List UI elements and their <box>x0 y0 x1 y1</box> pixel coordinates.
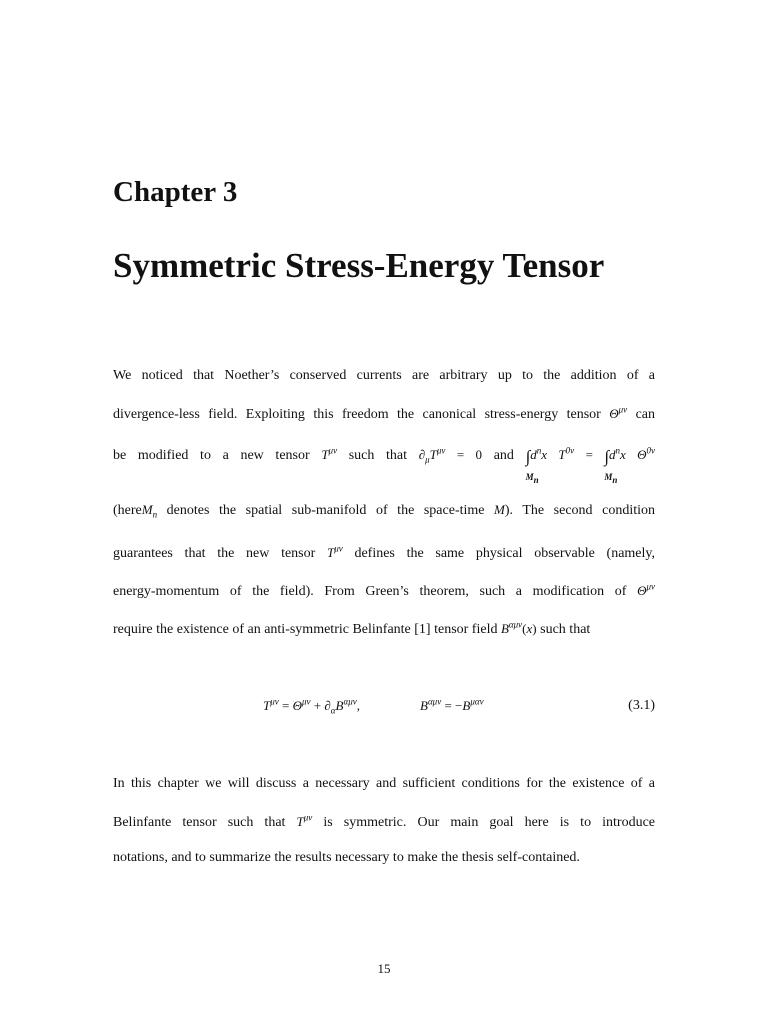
text-span: divergence-less field. Exploiting this freedom the canonical stress-energy tensor <box>113 407 601 422</box>
math-integral-condition: ∫ $M_n$ $d^nx$ $T^{0\nu}$ = ∫ $M_n$ $d^nx$ $\Theta^{0\nu}$ <box>525 445 656 485</box>
math-t-mu-nu: $T^{\mu\nu}$ <box>327 543 343 560</box>
math-divergence-condition: $\partial_\mu T^{\mu\nu} = 0$ <box>418 445 483 465</box>
math-t-mu-nu: $T^{\mu\nu}$ <box>321 445 338 462</box>
page-number: 15 <box>377 961 391 976</box>
text-span: such that <box>348 448 408 463</box>
text-span: require the existence of an anti-symmetric Belinfante [1] tensor field <box>113 622 498 637</box>
text-span: energy-momentum of the field). From Green’s theorem, such a modification of <box>113 584 627 599</box>
chapter-title: Symmetric Stress-Energy Tensor <box>113 246 605 285</box>
math-theta-mu-nu: $\Theta^{\mu\nu}$ <box>609 404 628 421</box>
equation-number: (3.1) <box>628 698 655 713</box>
text-line <box>113 405 655 424</box>
text-line <box>113 501 655 520</box>
math-t-mu-nu: $T^{\mu\nu}$ <box>296 812 313 829</box>
text-line: We noticed that Noether’s conserved currents are arbitrary up to the addition of a <box>113 368 655 383</box>
text-span: can <box>635 407 656 422</box>
equation-antisymmetry: $B^{\alpha\mu\nu} = -B^{\mu\alpha\nu}$ <box>420 696 484 713</box>
math-theta-mu-nu: $\Theta^{\mu\nu}$ <box>637 581 656 598</box>
equation-lhs: $T^{\mu\nu} = \Theta^{\mu\nu} + \partial_\alpha B^{\alpha\mu\nu}$, <box>263 696 360 716</box>
text-span: M). The second condition <box>494 502 655 518</box>
equation-3-1 <box>113 698 655 718</box>
text-line <box>113 445 656 485</box>
text-span: defines the same physical observable (namely, <box>354 546 656 561</box>
text-span: Belinfante tensor such that <box>113 815 286 830</box>
text-line: notations, and to summarize the results necessary to make the thesis self-contained. <box>113 850 580 865</box>
text-line <box>113 813 655 832</box>
integral-sign-icon: ∫ $M_n$ <box>604 447 618 485</box>
text-span: denotes the spatial sub-manifold of the space-time <box>166 503 485 518</box>
text-span: be modified to a new tensor <box>113 448 310 463</box>
text-span: is symmetric. Our main goal here is to introduce <box>323 815 656 830</box>
text-span: guarantees that the new tensor <box>113 546 316 561</box>
text-span: (hereM$_n$ <box>113 502 158 520</box>
text-line <box>113 544 655 563</box>
text-span: such that <box>540 622 591 637</box>
math-belinfante-field: $B^{\alpha\mu\nu}(x)$ <box>500 619 537 636</box>
text-line <box>113 620 655 639</box>
text-span: and <box>493 448 514 463</box>
chapter-label: Chapter 3 <box>113 176 238 208</box>
text-line <box>113 582 655 601</box>
text-line: In this chapter we will discuss a necessary and sufficient conditions for the existence of a <box>113 776 655 791</box>
integral-sign-icon: ∫ $M_n$ <box>525 447 539 485</box>
